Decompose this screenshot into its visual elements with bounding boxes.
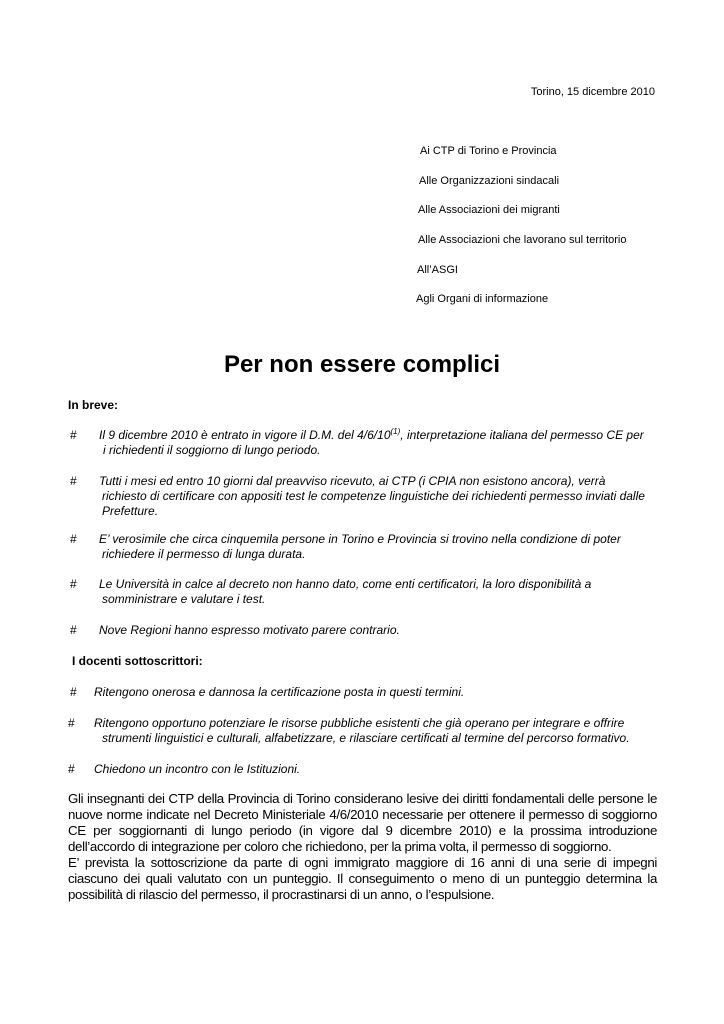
item-text: Ritengono opportuno potenziare le risorse pubbliche esistenti che già operano per integrare e offrire — [94, 716, 625, 730]
docenti-heading: I docenti sottoscrittori: — [72, 654, 203, 668]
item-continuation: strumenti linguistici e culturali, alfabetizzare, e rilasciare certificati al termine del percorso formativo. — [102, 731, 630, 745]
document-title: Per non essere complici — [223, 351, 501, 378]
bullet-mark: # — [70, 428, 77, 442]
item-continuation: richiedere il permesso di lunga durata. — [102, 547, 306, 561]
bullet-mark: # — [70, 685, 77, 699]
docenti-item — [70, 685, 660, 700]
in-breve-item — [70, 623, 660, 638]
body-paragraph: E’ prevista la sottoscrizione da parte di ogni immigrato maggiore di 16 anni di una serie di impegni ciascuno dei quali valutato con un punteggio. Il conseguimento o meno di un punteggio determina la possibilità di rilascio del permesso, il procrastinarsi di un anno, o l’espulsione. — [68, 855, 657, 902]
bullet-mark: # — [70, 474, 77, 488]
bullet-mark: # — [70, 532, 77, 546]
item-continuation: Prefetture. — [102, 504, 159, 518]
in-breve-item — [70, 474, 660, 519]
body-paragraph: Gli insegnanti dei CTP della Provincia di Torino considerano lesive dei diritti fondamentali delle persone le nuove norme indicate nel Decreto Ministeriale 4/6/2010 necessarie per ottenere il permesso di soggiorno CE per soggiornanti di lungo periodo (in vigore dal 9 dicembre 2010) e la prossima introduzione dell’accordo di integrazione per coloro che richiedono, per la prima volta, il permesso di soggiorno. — [68, 791, 657, 854]
item-text: Le Università in calce al decreto non hanno dato, come enti certificatori, la loro disponibilità a — [99, 577, 592, 591]
footnote-ref: (1) — [390, 427, 401, 436]
recipient-territorio: Alle Associazioni che lavorano sul territorio — [418, 234, 627, 246]
bullet-mark: # — [70, 623, 77, 637]
recipient-asgi: All’ASGI — [417, 264, 458, 276]
item-text: , interpretazione italiana del permesso CE per — [400, 428, 644, 442]
bullet-mark: # — [68, 762, 75, 776]
docenti-item — [68, 716, 658, 746]
letter-date: Torino, 15 dicembre 2010 — [530, 86, 655, 98]
in-breve-item — [70, 428, 660, 458]
recipient-ctp: Ai CTP di Torino e Provincia — [420, 145, 557, 157]
in-breve-item — [70, 577, 660, 607]
recipient-sindacati: Alle Organizzazioni sindacali — [419, 175, 560, 187]
docenti-item — [68, 762, 658, 777]
in-breve-heading: In breve: — [68, 398, 119, 412]
recipient-informazione: Agli Organi di informazione — [416, 293, 549, 305]
item-continuation: somministrare e valutare i test. — [102, 592, 266, 606]
in-breve-item — [70, 532, 660, 562]
item-text: Nove Regioni hanno espresso motivato parere contrario. — [99, 623, 400, 637]
item-text: Chiedono un incontro con le Istituzioni. — [94, 762, 301, 776]
item-text: E’ verosimile che circa cinquemila persone in Torino e Provincia si trovino nella condizione di poter — [99, 532, 621, 546]
body-text — [68, 791, 657, 903]
bullet-mark: # — [68, 716, 75, 730]
item-text: Il 9 dicembre 2010 è entrato in vigore il D.M. del 4/6/10 — [99, 428, 391, 442]
item-continuation: i richiedenti il soggiorno di lungo periodo. — [103, 443, 321, 457]
bullet-mark: # — [70, 577, 77, 591]
recipient-migranti: Alle Associazioni dei migranti — [418, 204, 560, 216]
item-continuation: richiesto di certificare con appositi test le competenze linguistiche dei richiedenti permesso inviati dalle — [102, 489, 645, 503]
item-text: Tutti i mesi ed entro 10 giorni dal preavviso ricevuto, ai CTP (i CPIA non esistono ancora), verrà — [99, 474, 606, 488]
item-text: Ritengono onerosa e dannosa la certificazione posta in questi termini. — [94, 685, 465, 699]
